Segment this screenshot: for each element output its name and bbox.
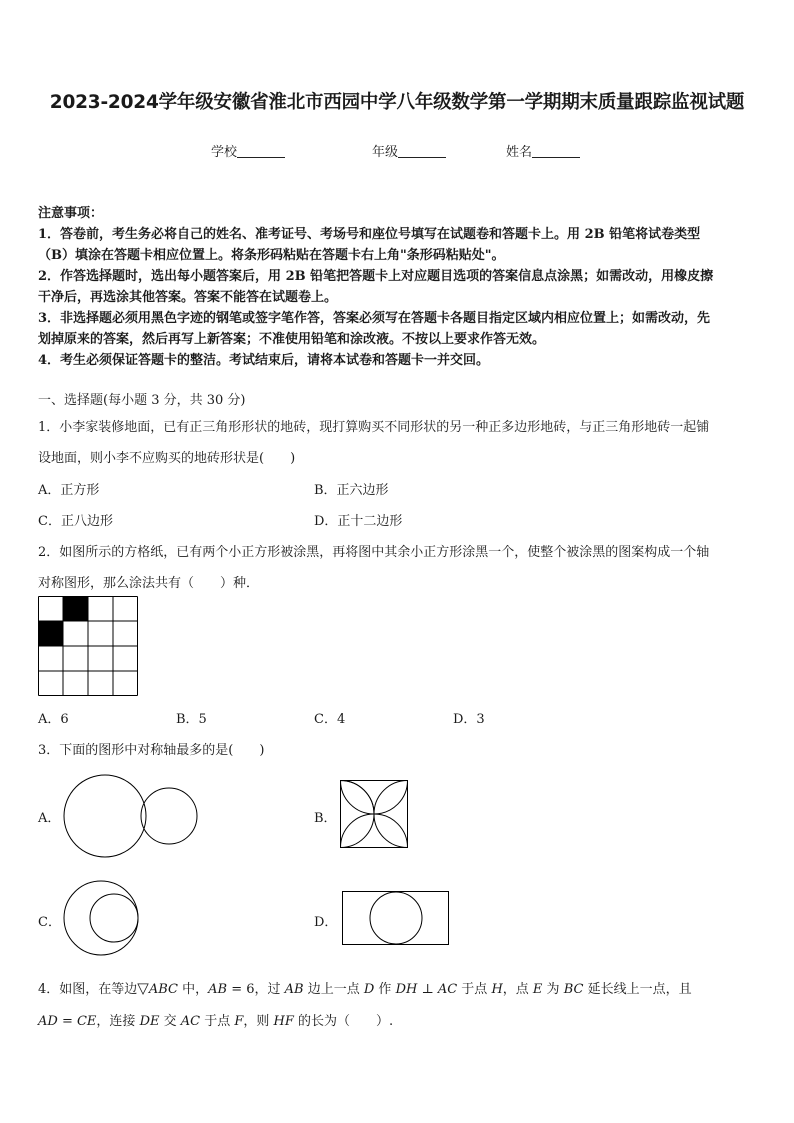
q3-label-c: C．	[38, 915, 61, 930]
shaded-square	[63, 596, 88, 621]
question-1-line: 设地面，则小李不应购买的地砖形状是( )	[38, 451, 296, 466]
question-3-line: 3．下面的图形中对称轴最多的是( )	[38, 743, 265, 758]
q1-option-c: C．正八边形	[38, 514, 113, 529]
question-1-line: 1．小李家装修地面，已有正三角形形状的地砖，现打算购买不同形状的另一种正多边形地砖，与正三角形地砖一起铺	[38, 420, 710, 435]
notice-line: 2．作答选择题时，选出每小题答案后，用 2B 铅笔把答题卡上对应题目选项的答案信息点涂黑；如需改动，用橡皮擦	[38, 269, 714, 284]
question-2-line: 对称图形，那么涂法共有（ ）种．	[38, 576, 260, 591]
notice-line: 干净后，再选涂其他答案。答案不能答在试题卷上。	[38, 290, 338, 305]
q2-option-a: A．6	[38, 712, 69, 727]
figure-c-nested-circles	[63, 879, 141, 957]
question-4-line: 4．如图，在等边▽ABC 中，AB = 6，过 AB 边上一点 D 作 DH ⊥ AC 于点 H，点 E 为 BC 延长线上一点，且	[38, 979, 692, 997]
figure-b-square-petals	[340, 780, 408, 848]
figure-a-two-circles	[63, 774, 199, 858]
notice-line: 3．非选择题必须用黑色字迹的钢笔或签字笔作答，答案必须写在答题卡各题目指定区域内相应位置上；如需改动，先	[38, 311, 711, 326]
name-field	[506, 141, 580, 160]
school-field	[211, 141, 285, 160]
q3-label-a: A．	[38, 811, 61, 826]
grade-blank	[398, 143, 446, 158]
q1-option-a: A．正方形	[38, 483, 100, 498]
grade-field	[372, 141, 446, 160]
triangle-symbol: ▽	[137, 979, 149, 997]
grid-lines	[39, 597, 138, 696]
q1-option-d: D．正十二边形	[314, 514, 403, 529]
section-heading: 一、选择题(每小题 3 分，共 30 分)	[38, 393, 246, 408]
q2-option-d: D．3	[453, 712, 485, 727]
notice-line: 4．考生必须保证答题卡的整洁。考试结束后，请将本试卷和答题卡一并交回。	[38, 353, 490, 368]
school-blank	[237, 143, 285, 158]
q3-label-d: D．	[314, 915, 338, 930]
page-title: 2023-2024学年级安徽省淮北市西园中学八年级数学第一学期期末质量跟踪监视试题	[49, 92, 745, 113]
figure-d-rectangle-circle	[342, 891, 450, 945]
question-4-line: AD = CE，连接 DE 交 AC 于点 F，则 HF 的长为（ ）.	[38, 1014, 394, 1029]
name-blank	[532, 143, 580, 158]
q2-option-b: B．5	[176, 712, 207, 727]
notice-heading: 注意事项：	[38, 206, 104, 221]
grid-figure	[38, 596, 138, 696]
notice-line: 1．答卷前，考生务必将自己的姓名、准考证号、考场号和座位号填写在试题卷和答题卡上。用 2B 铅笔将试卷类型	[38, 227, 701, 242]
school-label: 学校	[211, 145, 238, 160]
q2-option-c: C．4	[314, 712, 346, 727]
notice-line: 划掉原来的答案，然后再写上新答案；不准使用铅笔和涂改液。不按以上要求作答无效。	[38, 332, 546, 347]
q3-label-b: B．	[314, 811, 337, 826]
name-label: 姓名	[506, 145, 533, 160]
notice-line: （B）填涂在答题卡相应位置上。将条形码粘贴在答题卡右上角"条形码粘贴处"。	[38, 248, 505, 263]
question-2-line: 2．如图所示的方格纸，已有两个小正方形被涂黑，再将图中其余小正方形涂黑一个，使整个被涂黑的图案构成一个轴	[38, 545, 710, 560]
shaded-square	[38, 621, 63, 646]
grade-label: 年级	[372, 145, 399, 160]
q1-option-b: B．正六边形	[314, 483, 389, 498]
